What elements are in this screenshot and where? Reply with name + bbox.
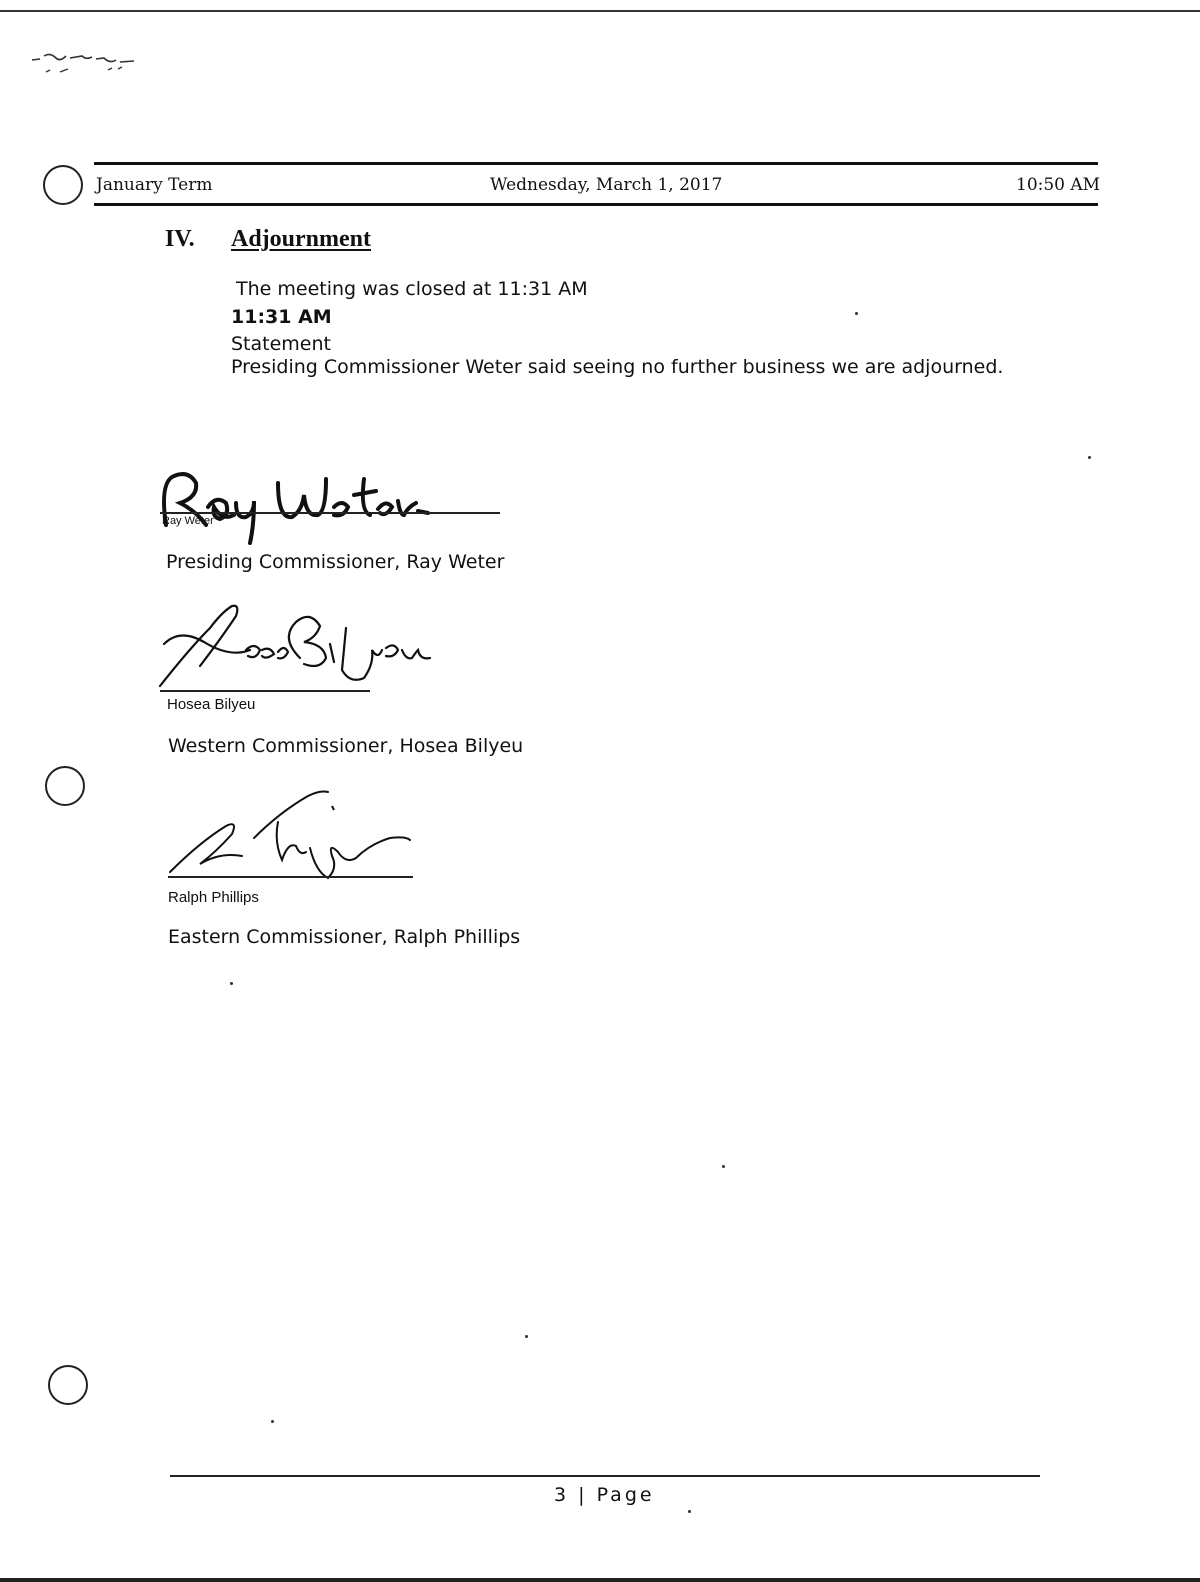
typed-name-2: Hosea Bilyeu	[167, 696, 256, 713]
signature-hosea-bilyeu	[150, 598, 450, 693]
closing-time: 11:31 AM	[231, 306, 332, 328]
meeting-closed-line: The meeting was closed at 11:31 AM	[236, 278, 588, 300]
scan-speck	[230, 982, 233, 985]
statement-label: Statement	[231, 333, 331, 355]
scan-speck	[688, 1510, 691, 1513]
signature-ray-weter	[150, 455, 450, 550]
typed-name-1: Ray Weter	[162, 515, 214, 527]
scan-marks	[30, 50, 150, 85]
header-rule-bottom	[94, 203, 1098, 206]
section-number: IV.	[165, 226, 195, 252]
scan-top-edge	[0, 10, 1200, 12]
typed-name-3: Ralph Phillips	[168, 889, 259, 906]
punch-hole-middle	[45, 766, 85, 806]
signature-line-1	[160, 512, 500, 514]
footer-rule	[170, 1475, 1040, 1477]
scan-speck	[525, 1335, 528, 1338]
signature-line-3	[168, 876, 413, 878]
signature-line-2	[160, 690, 370, 692]
header-term: January Term	[96, 175, 213, 195]
punch-hole-bottom	[48, 1365, 88, 1405]
page-number: 3 | Page	[554, 1484, 655, 1506]
signer-title-2: Western Commissioner, Hosea Bilyeu	[168, 735, 524, 757]
section-title: Adjournment	[231, 226, 372, 252]
header-date: Wednesday, March 1, 2017	[490, 175, 723, 195]
punch-hole-top	[43, 165, 83, 205]
scan-speck	[722, 1165, 725, 1168]
signer-title-3: Eastern Commissioner, Ralph Phillips	[168, 926, 521, 948]
scan-speck	[271, 1420, 274, 1423]
header-time: 10:50 AM	[1016, 175, 1101, 195]
scan-speck	[1088, 456, 1091, 459]
signer-title-1: Presiding Commissioner, Ray Weter	[166, 551, 505, 573]
statement-text: Presiding Commissioner Weter said seeing no further business we are adjourned.	[231, 356, 1004, 378]
scan-speck	[855, 312, 858, 315]
signature-ralph-phillips	[160, 782, 420, 887]
header-rule-top	[94, 162, 1098, 165]
scan-bottom-edge	[0, 1578, 1200, 1582]
